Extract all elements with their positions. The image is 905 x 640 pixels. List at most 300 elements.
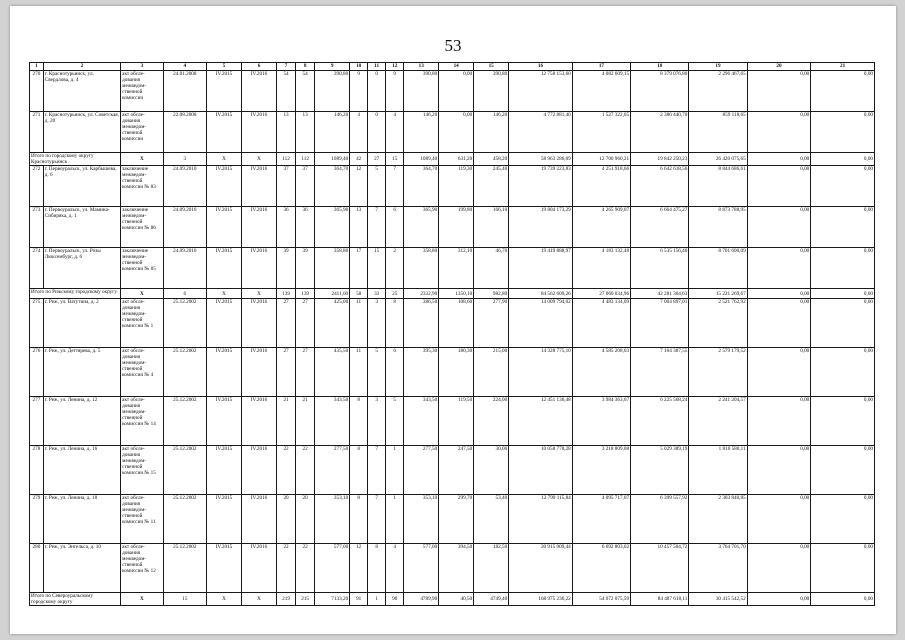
table-cell: 859 118,65: [689, 112, 747, 153]
table-cell: 274: [30, 248, 44, 289]
column-number: 10: [350, 63, 368, 71]
subtotal-cell: 219: [277, 593, 296, 606]
table-row: [30, 71, 875, 112]
subtotal-cell: 40,50: [439, 593, 474, 606]
table-cell: 8 844 686,61: [689, 166, 747, 207]
document-cell: акт обсле-дования межведом-ственной комиссии № 11: [121, 495, 163, 544]
table-cell: 4 585 208,03: [572, 348, 630, 397]
table-cell: 24.01.2008: [163, 71, 206, 112]
table-cell: 24.09.2010: [163, 248, 206, 289]
table-cell: 20: [277, 495, 296, 544]
table-cell: 0,00: [747, 71, 811, 112]
subtotal-cell: 54 072 075,59: [572, 593, 630, 606]
table-cell: 358,80: [315, 248, 350, 289]
table-cell: 21: [296, 397, 315, 446]
subtotal-cell: 2332,90: [404, 289, 439, 299]
column-number: 3: [121, 63, 163, 71]
table-cell: 353,10: [404, 495, 439, 544]
table-cell: 25.12.2002: [163, 348, 206, 397]
table-cell: 119,30: [439, 166, 474, 207]
table-cell: 3: [368, 397, 386, 446]
table-cell: IV.2015: [207, 207, 242, 248]
table-cell: 53,40: [474, 495, 509, 544]
table-cell: 280: [30, 544, 44, 593]
table-cell: 0,00: [747, 397, 811, 446]
subtotal-cell: 15: [386, 153, 404, 166]
table-cell: 4 183 132,48: [572, 248, 630, 289]
table-cell: 54: [296, 71, 315, 112]
subtotal-cell: 27: [368, 153, 386, 166]
table-cell: 8 701 600,09: [689, 248, 747, 289]
column-number: 13: [404, 63, 439, 71]
subtotal-cell: 27 060 034,96: [572, 289, 630, 299]
table-cell: 4 251 918,66: [572, 166, 630, 207]
table-cell: 37: [296, 166, 315, 207]
table-cell: 6 642 618,56: [631, 166, 689, 207]
subtotal-cell: 168 975 236,22: [509, 593, 573, 606]
table-cell: 4: [386, 112, 404, 153]
table-cell: 25.12.2002: [163, 446, 206, 495]
subtotal-cell: 2411,60: [315, 289, 350, 299]
table-cell: 11: [350, 299, 368, 348]
column-number: 19: [689, 63, 747, 71]
table-cell: 8: [350, 446, 368, 495]
address-cell: г. Краснотурьинск, ул. Свердлова, д. 4: [43, 71, 120, 112]
table-row: [30, 299, 875, 348]
table-cell: 353,10: [315, 495, 350, 544]
subtotal-cell: 84 487 618,11: [631, 593, 689, 606]
table-cell: 13: [277, 112, 296, 153]
table-cell: 2: [386, 248, 404, 289]
column-number: 9: [315, 63, 350, 71]
table-cell: 7: [368, 446, 386, 495]
table-cell: 7: [368, 207, 386, 248]
table-cell: 19 419 888,97: [509, 248, 573, 289]
table-cell: 7: [386, 166, 404, 207]
table-cell: 271: [30, 112, 44, 153]
table-cell: IV.2015: [207, 397, 242, 446]
column-number: 17: [572, 63, 630, 71]
table-cell: 6: [386, 348, 404, 397]
table-cell: 245,40: [474, 166, 509, 207]
table-cell: 0,00: [811, 299, 875, 348]
table-cell: 19 739 223,83: [509, 166, 573, 207]
table-cell: 19 804 173,29: [509, 207, 573, 248]
column-number: 6: [242, 63, 277, 71]
table-cell: 275: [30, 299, 44, 348]
subtotal-cell: 0,00: [811, 593, 875, 606]
column-number: 15: [474, 63, 509, 71]
table-cell: 24.09.2010: [163, 166, 206, 207]
table-cell: 180,30: [439, 348, 474, 397]
table-cell: 0,00: [747, 348, 811, 397]
table-cell: 12 799 115,84: [509, 495, 573, 544]
document-cell: акт обсле-дования межведом-ственной комиссии: [121, 71, 163, 112]
subtotal-cell: 6: [163, 289, 206, 299]
address-cell: г. Реж, ул. Энгельса, д. 10: [43, 544, 120, 593]
table-cell: IV.2016: [242, 112, 277, 153]
subtotal-cell: 0,00: [747, 289, 811, 299]
table-cell: 273: [30, 207, 44, 248]
subtotal-cell: 33: [368, 289, 386, 299]
subtotal-cell: 3: [163, 153, 206, 166]
table-cell: 364,70: [315, 166, 350, 207]
column-number: 18: [631, 63, 689, 71]
table-row: [30, 397, 875, 446]
table-row: [30, 495, 875, 544]
address-cell: г. Первоуральск, ул. Мамина-Сибиряка, д. 1: [43, 207, 120, 248]
subtotal-cell: 30 415 542,52: [689, 593, 747, 606]
table-cell: 166,10: [474, 207, 509, 248]
table-cell: 36: [277, 207, 296, 248]
table-cell: 435,50: [315, 348, 350, 397]
table-cell: 20 915 009,44: [509, 544, 573, 593]
subtotal-cell: 26 420 075,65: [689, 153, 747, 166]
column-number: 21: [811, 63, 875, 71]
subtotal-cell: 15 221 269,67: [689, 289, 747, 299]
subtotal-cell: 1: [368, 593, 386, 606]
address-cell: г. Реж, ул. Ленина, д. 16: [43, 446, 120, 495]
table-cell: 17: [350, 248, 368, 289]
table-cell: 390,80: [315, 71, 350, 112]
table-cell: IV.2015: [207, 544, 242, 593]
subtotal-cell: 4749,40: [474, 593, 509, 606]
address-cell: г. Первоуральск, ул. Карбышева, д. 6: [43, 166, 120, 207]
table-cell: 3 218 809,08: [572, 446, 630, 495]
table-cell: 4: [386, 544, 404, 593]
table-cell: 182,50: [474, 544, 509, 593]
subtotal-cell: 139: [296, 289, 315, 299]
subtotal-cell: 112: [296, 153, 315, 166]
table-cell: IV.2016: [242, 544, 277, 593]
subtotal-cell: 982,80: [474, 289, 509, 299]
table-cell: IV.2015: [207, 166, 242, 207]
table-cell: IV.2015: [207, 446, 242, 495]
table-cell: 276: [30, 348, 44, 397]
table-cell: 299,70: [439, 495, 474, 544]
column-number: 14: [439, 63, 474, 71]
table-cell: 146,20: [404, 112, 439, 153]
subtotal-cell: 4789,90: [404, 593, 439, 606]
table-cell: 6 664 475,27: [631, 207, 689, 248]
table-cell: IV.2016: [242, 71, 277, 112]
table-cell: IV.2016: [242, 446, 277, 495]
table-cell: 3 764 701,70: [689, 544, 747, 593]
subtotal-row: [30, 153, 875, 166]
table-cell: 577,00: [404, 544, 439, 593]
table-cell: 9: [350, 71, 368, 112]
table-cell: 12 758 153,60: [509, 71, 573, 112]
table-cell: 22: [296, 544, 315, 593]
table-cell: IV.2016: [242, 348, 277, 397]
table-cell: 1 527 322,05: [572, 112, 630, 153]
document-cell: акт обсле-дования межведом-ственной комиссии: [121, 112, 163, 153]
subtotal-cell: 0,00: [747, 153, 811, 166]
subtotal-row: [30, 593, 875, 606]
table-cell: 277: [30, 397, 44, 446]
table-cell: 272: [30, 166, 44, 207]
table-cell: 2 579 179,52: [689, 348, 747, 397]
table-cell: 215,00: [474, 348, 509, 397]
column-number: 2: [43, 63, 120, 71]
document-cell: акт обсле-дования межведом-ственной комиссии № 15: [121, 446, 163, 495]
table-cell: IV.2015: [207, 71, 242, 112]
subtotal-cell: 91: [350, 593, 368, 606]
table-cell: 15: [368, 248, 386, 289]
table-cell: 24.09.2010: [163, 207, 206, 248]
table-cell: 146,20: [474, 112, 509, 153]
table-cell: 270: [30, 71, 44, 112]
table-cell: 11: [350, 348, 368, 397]
table-cell: 4 483 134,09: [572, 299, 630, 348]
table-cell: 365,90: [404, 207, 439, 248]
table-cell: 13: [350, 207, 368, 248]
table-cell: 8 379 076,80: [631, 71, 689, 112]
table-cell: 10 457 504,72: [631, 544, 689, 593]
table-cell: 278: [30, 446, 44, 495]
table-cell: 7: [368, 495, 386, 544]
table-cell: 0: [368, 112, 386, 153]
subtotal-cell: 139: [277, 289, 296, 299]
subtotal-cell: 0,00: [811, 289, 875, 299]
column-number: 5: [207, 63, 242, 71]
table-cell: 279: [30, 495, 44, 544]
table-cell: 2 296 467,65: [689, 71, 747, 112]
table-cell: 0,00: [747, 166, 811, 207]
address-cell: г. Реж, ул. Ленина, д. 18: [43, 495, 120, 544]
table-cell: 4 095 717,07: [572, 495, 630, 544]
table-cell: 8: [368, 544, 386, 593]
subtotal-cell: 215: [296, 593, 315, 606]
document-cell: заключение межведом-ственной комиссии № 83: [121, 166, 163, 207]
document-page: [10, 6, 896, 634]
table-cell: 27: [296, 299, 315, 348]
column-number-row: [30, 63, 875, 71]
subtotal-cell: 1350,10: [439, 289, 474, 299]
table-cell: 199,80: [439, 207, 474, 248]
document-cell: акт обсле-дования межведом-ственной комиссии № 12: [121, 544, 163, 593]
table-cell: 39: [296, 248, 315, 289]
table-cell: 6 535 156,40: [631, 248, 689, 289]
table-cell: 54: [277, 71, 296, 112]
subtotal-cell: X: [242, 593, 277, 606]
table-cell: 0,00: [747, 544, 811, 593]
table-cell: 4 265 909,07: [572, 207, 630, 248]
page-number: 53: [444, 36, 462, 55]
table-cell: 0,00: [811, 397, 875, 446]
table-cell: 22: [277, 544, 296, 593]
table-cell: 25.12.2002: [163, 495, 206, 544]
table-cell: 6 225 568,24: [631, 397, 689, 446]
table-cell: 8: [386, 299, 404, 348]
table-cell: 12 451 136,48: [509, 397, 573, 446]
table-cell: 27: [277, 348, 296, 397]
table-cell: 0,00: [439, 71, 474, 112]
table-cell: 108,60: [439, 299, 474, 348]
subtotal-cell: 7133,20: [315, 593, 350, 606]
column-number: 20: [747, 63, 811, 71]
subtotal-cell: 19 842 250,23: [631, 153, 689, 166]
subtotal-cell: 12 700 960,21: [572, 153, 630, 166]
subtotal-cell: 631,20: [439, 153, 474, 166]
subtotal-cell: X: [242, 289, 277, 299]
table-cell: 312,10: [439, 248, 474, 289]
subtotal-label: Итого по Североуральскому городскому округу: [30, 593, 121, 606]
address-cell: г. Реж, ул. Дегтярева, д. 5: [43, 348, 120, 397]
document-cell: заключение межведом-ственной комиссии № 86: [121, 207, 163, 248]
table-cell: 25.12.2002: [163, 544, 206, 593]
table-cell: 5 029 389,19: [631, 446, 689, 495]
document-cell: заключение межведом-ственной комиссии № 85: [121, 248, 163, 289]
table-row: [30, 446, 875, 495]
table-cell: 343,50: [404, 397, 439, 446]
column-number: 11: [368, 63, 386, 71]
table-cell: 2 521 762,92: [689, 299, 747, 348]
table-cell: 277,90: [474, 299, 509, 348]
document-cell: акт обсле-дования межведом-ственной комиссии № 14: [121, 397, 163, 446]
subtotal-cell: X: [121, 289, 163, 299]
table-cell: 1 810 580,11: [689, 446, 747, 495]
subtotal-cell: X: [242, 153, 277, 166]
table-cell: 12: [350, 544, 368, 593]
table-cell: 10 058 778,28: [509, 446, 573, 495]
table-cell: 390,80: [404, 71, 439, 112]
column-number: 7: [277, 63, 296, 71]
subtotal-cell: 458,20: [474, 153, 509, 166]
table-cell: 0,00: [811, 446, 875, 495]
table-cell: 358,80: [404, 248, 439, 289]
subtotal-cell: 0,00: [747, 593, 811, 606]
table-row: [30, 112, 875, 153]
table-cell: 0: [368, 71, 386, 112]
table-cell: 4: [350, 112, 368, 153]
table-cell: 7 164 387,55: [631, 348, 689, 397]
table-cell: 0,00: [811, 166, 875, 207]
table-cell: 20: [296, 495, 315, 544]
address-cell: г. Реж, ул. Ватутина, д. 2: [43, 299, 120, 348]
subtotal-cell: 90: [386, 593, 404, 606]
table-cell: 119,50: [439, 397, 474, 446]
subtotal-row: [30, 289, 875, 299]
table-row: [30, 348, 875, 397]
table-cell: 0,00: [811, 207, 875, 248]
subtotal-cell: 15: [163, 593, 206, 606]
subtotal-label: Итого по городскому округу Краснотурьинск: [30, 153, 121, 166]
document-cell: акт обсле-дования межведом-ственной комиссии № 4: [121, 348, 163, 397]
table-cell: 30,00: [474, 446, 509, 495]
table-cell: 277,50: [315, 446, 350, 495]
table-cell: 1: [386, 446, 404, 495]
table-cell: 0,00: [747, 299, 811, 348]
table-cell: 2 303 840,85: [689, 495, 747, 544]
table-row: [30, 544, 875, 593]
subtotal-cell: X: [121, 593, 163, 606]
table-cell: 22.08.2008: [163, 112, 206, 153]
table-cell: 25.12.2002: [163, 397, 206, 446]
table-cell: 8 873 788,95: [689, 207, 747, 248]
table-cell: 5: [368, 348, 386, 397]
table-cell: 22: [296, 446, 315, 495]
column-number: 12: [386, 63, 404, 71]
subtotal-cell: X: [121, 153, 163, 166]
table-cell: 27: [277, 299, 296, 348]
subtotal-cell: 25: [386, 289, 404, 299]
subtotal-cell: 42: [350, 153, 368, 166]
table-cell: 5: [386, 397, 404, 446]
table-cell: IV.2016: [242, 166, 277, 207]
table-cell: 0,00: [811, 495, 875, 544]
document-cell: акт обсле-дования межведом-ственной комиссии № 1: [121, 299, 163, 348]
table-cell: 277,50: [404, 446, 439, 495]
table-cell: 0,00: [747, 495, 811, 544]
table-cell: 0,00: [811, 544, 875, 593]
table-cell: 25.12.2002: [163, 299, 206, 348]
table-cell: 3 984 363,67: [572, 397, 630, 446]
subtotal-cell: 0,00: [811, 153, 875, 166]
column-number: 8: [296, 63, 315, 71]
table-cell: 1: [386, 495, 404, 544]
subtotal-cell: 42 281 304,63: [631, 289, 689, 299]
table-cell: 4 082 609,15: [572, 71, 630, 112]
table-cell: IV.2015: [207, 299, 242, 348]
subtotal-cell: 1089,40: [315, 153, 350, 166]
table-cell: IV.2016: [242, 207, 277, 248]
table-cell: 21: [277, 397, 296, 446]
table-cell: IV.2015: [207, 112, 242, 153]
table-row: [30, 166, 875, 207]
table-cell: IV.2015: [207, 248, 242, 289]
table-cell: IV.2016: [242, 397, 277, 446]
table-cell: 394,50: [439, 544, 474, 593]
table-cell: IV.2016: [242, 299, 277, 348]
table-cell: 9: [386, 71, 404, 112]
address-cell: г. Первоуральск, ул. Розы Люксембург, д. 6: [43, 248, 120, 289]
table-cell: 7 004 897,01: [631, 299, 689, 348]
subtotal-cell: 58: [350, 289, 368, 299]
table-cell: 343,50: [315, 397, 350, 446]
table-cell: 0,00: [747, 112, 811, 153]
table-cell: 0,00: [747, 446, 811, 495]
table-cell: 6: [386, 207, 404, 248]
subtotal-cell: 1089,40: [404, 153, 439, 166]
column-number: 1: [30, 63, 44, 71]
column-number: 4: [163, 63, 206, 71]
table-cell: 8: [350, 495, 368, 544]
table-cell: 146,20: [315, 112, 350, 153]
table-cell: 224,00: [474, 397, 509, 446]
address-cell: г. Реж, ул. Ленина, д. 12: [43, 397, 120, 446]
table-cell: 5: [368, 166, 386, 207]
subtotal-cell: 84 562 609,26: [509, 289, 573, 299]
table-cell: 395,30: [404, 348, 439, 397]
housing-register-table: [29, 62, 875, 606]
table-cell: 39: [277, 248, 296, 289]
table-cell: 0,00: [439, 112, 474, 153]
table-cell: 0,00: [811, 348, 875, 397]
table-cell: 0,00: [747, 207, 811, 248]
table-cell: IV.2015: [207, 495, 242, 544]
table-cell: 0,00: [811, 71, 875, 112]
table-cell: 0,00: [811, 112, 875, 153]
table-cell: 577,00: [315, 544, 350, 593]
table-cell: 22: [277, 446, 296, 495]
table-cell: 0,00: [747, 248, 811, 289]
table-cell: 425,00: [315, 299, 350, 348]
table-cell: 386,50: [404, 299, 439, 348]
table-row: [30, 207, 875, 248]
table-cell: IV.2016: [242, 248, 277, 289]
table-cell: 13: [296, 112, 315, 153]
